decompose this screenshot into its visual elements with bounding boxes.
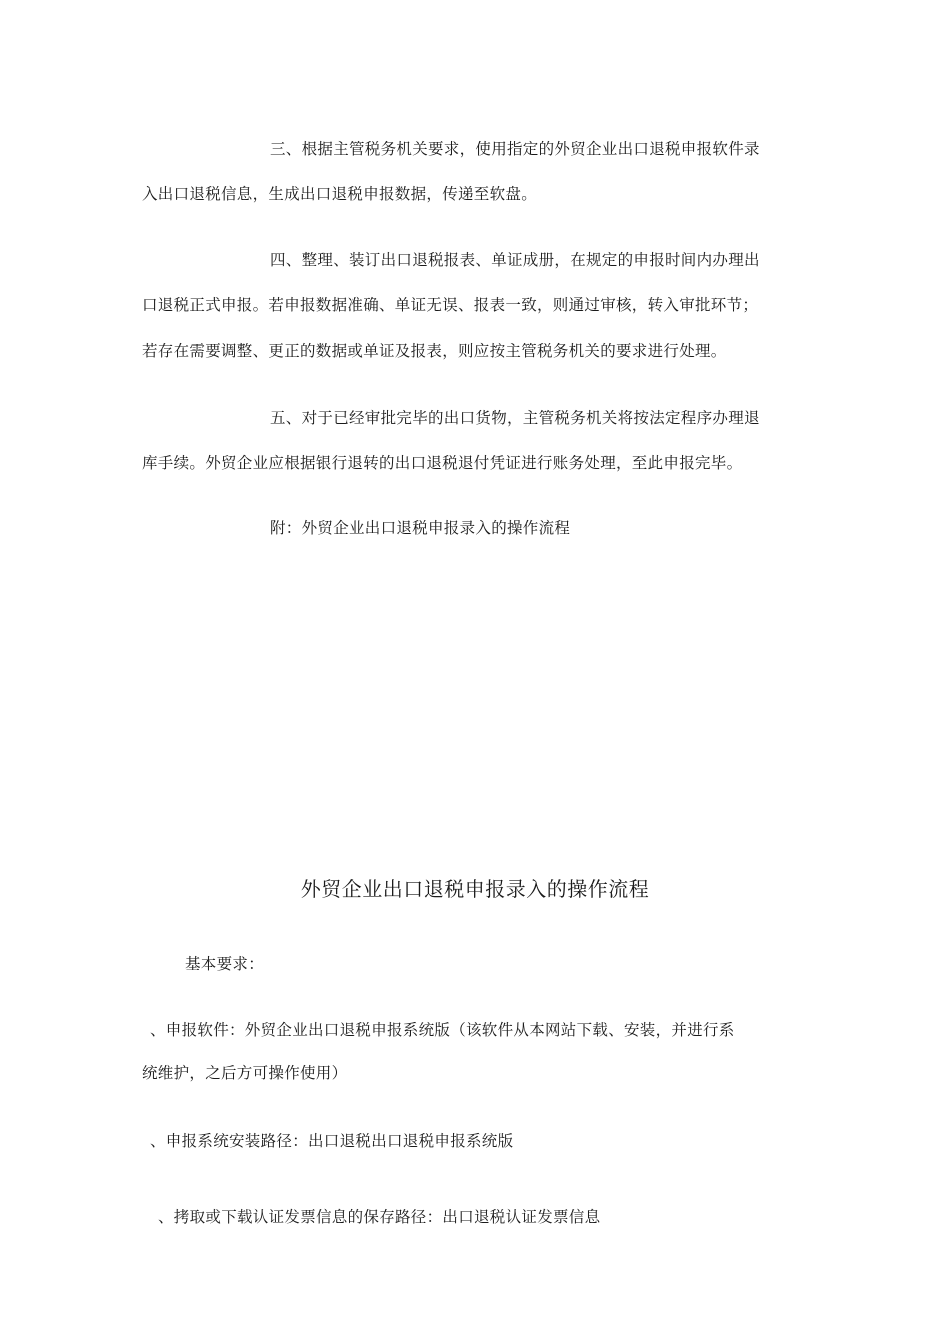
para3-line1: 三、根据主管税务机关要求，使用指定的外贸企业出口退税申报软件录 [270, 140, 760, 158]
para3-line2: 入出口退税信息，生成出口退税申报数据，传递至软盘。 [142, 185, 538, 203]
item1-line1: 、申报软件：外贸企业出口退税申报系统版（该软件从本网站下载、安装，并进行系 [150, 1021, 735, 1039]
item1-line2: 统维护，之后方可操作使用） [142, 1064, 348, 1082]
basic-requirements-label: 基本要求： [185, 955, 265, 973]
appendix-line: 附：外贸企业出口退税申报录入的操作流程 [270, 519, 571, 537]
para4-line2: 口退税正式申报。若申报数据准确、单证无误、报表一致，则通过审核，转入审批环节； [142, 296, 759, 314]
item2-line: 、申报系统安装路径：出口退税出口退税申报系统版 [150, 1132, 514, 1150]
item3-line: 、拷取或下载认证发票信息的保存路径：出口退税认证发票信息 [158, 1208, 601, 1226]
para4-line3: 若存在需要调整、更正的数据或单证及报表，则应按主管税务机关的要求进行处理。 [142, 342, 727, 360]
section-title: 外贸企业出口退税申报录入的操作流程 [300, 877, 650, 901]
para5-line1: 五、对于已经审批完毕的出口货物，主管税务机关将按法定程序办理退 [270, 409, 760, 427]
para5-line2: 库手续。外贸企业应根据银行退转的出口退税退付凭证进行账务处理，至此申报完毕。 [142, 454, 743, 472]
para4-line1: 四、整理、装订出口退税报表、单证成册，在规定的申报时间内办理出 [270, 251, 760, 269]
